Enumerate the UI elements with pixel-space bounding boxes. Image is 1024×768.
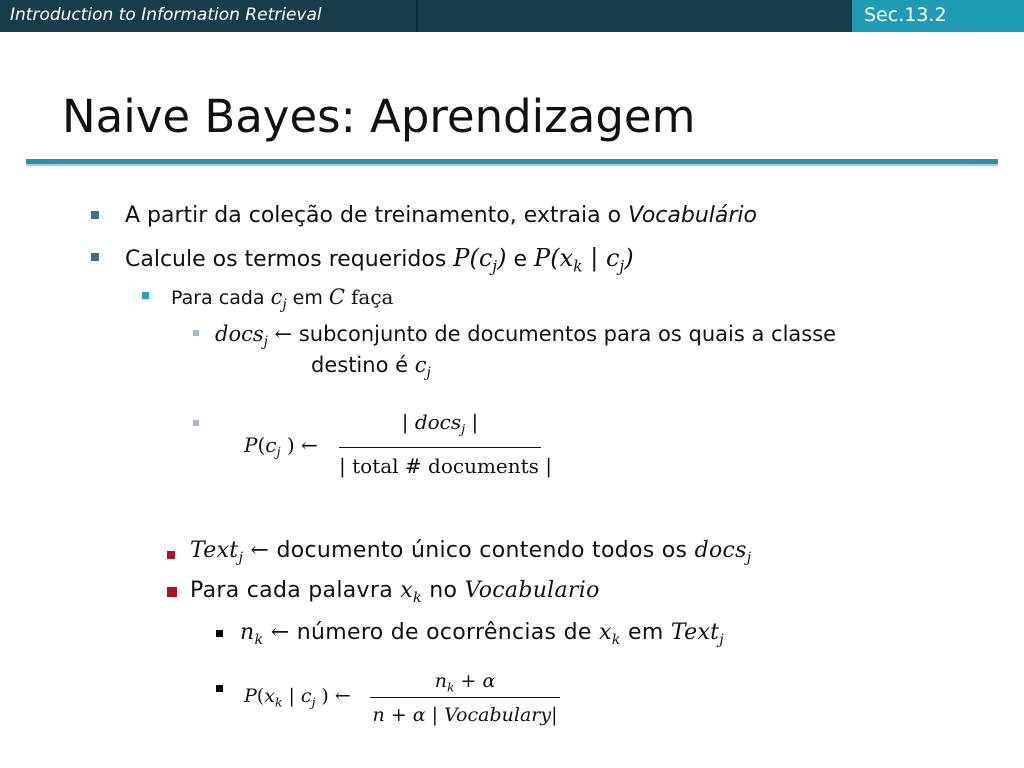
slide-title: Naive Bayes: Aprendizagem	[62, 90, 696, 143]
bullet-marker	[193, 330, 199, 336]
bullet-marker	[91, 253, 99, 261]
bullet-text: Para cada	[171, 287, 271, 309]
bullet-text: número de ocorrências de	[296, 620, 599, 645]
bullet-vocabulario	[125, 203, 757, 228]
bullet-marker	[216, 685, 223, 692]
vocabulario-term: Vocabulario	[464, 578, 600, 603]
section-badge	[852, 0, 1024, 32]
bullet-nk: $n_k$ ← número de ocorrências de $x_k$ em Text$_j$	[240, 620, 725, 648]
bullet-marker	[216, 630, 223, 637]
vocabulario-emphasis: Vocabulário	[628, 203, 757, 228]
bullet-marker	[142, 292, 149, 299]
header-bar	[0, 0, 1024, 32]
bullet-text: destino é	[311, 353, 415, 377]
title-rule	[26, 159, 998, 166]
bullet-text: A partir da coleção de treinamento, extraia o	[125, 203, 629, 228]
bullet-para-cada-palavra: Para cada palavra $x_k$ no Vocabulario	[190, 578, 600, 606]
bullet-text: Calcule os termos requeridos	[125, 247, 454, 272]
bullet-text: Para cada palavra	[190, 578, 401, 603]
bullet-docs-subset-cont: destino é $c_j$	[311, 353, 431, 381]
conjunction: e	[513, 247, 528, 272]
bullet-marker	[167, 587, 177, 597]
bullet-termos	[125, 244, 634, 276]
bullet-text: subconjunto de documentos para os quais a classe	[298, 322, 837, 346]
class-set: C	[328, 285, 345, 309]
formula-likelihood: $P(x_k$ | $c_j$ ) ← $n_k + \alpha$ n + α | Vocabulary|	[244, 670, 574, 734]
bullet-docs-subset: docs$_j$ ← subconjunto de documentos para os quais a classe	[215, 322, 837, 350]
header-divider	[416, 0, 418, 32]
bullet-marker	[193, 420, 199, 426]
formula-prior: $P(c_j$ ) ← | docs$_j$ | | total # documents |	[244, 410, 553, 478]
formula-p-cj: $P(c_j)$	[453, 244, 507, 276]
bullet-text-concat: Text$_j$ ← documento único contendo todos os docs$_j$	[190, 538, 752, 566]
section-label: Sec.13.2	[864, 4, 947, 26]
bullet-marker	[91, 211, 99, 219]
bullet-text: documento único contendo todos os	[276, 538, 695, 563]
bullet-marker	[167, 551, 175, 559]
formula-p-xk-cj: $P(x_k$ | $c_j$)	[534, 244, 634, 276]
course-title: Introduction to Information Retrieval	[10, 5, 322, 25]
bullet-para-cada-classe: Para cada $c_j$ em C faça	[171, 285, 394, 313]
